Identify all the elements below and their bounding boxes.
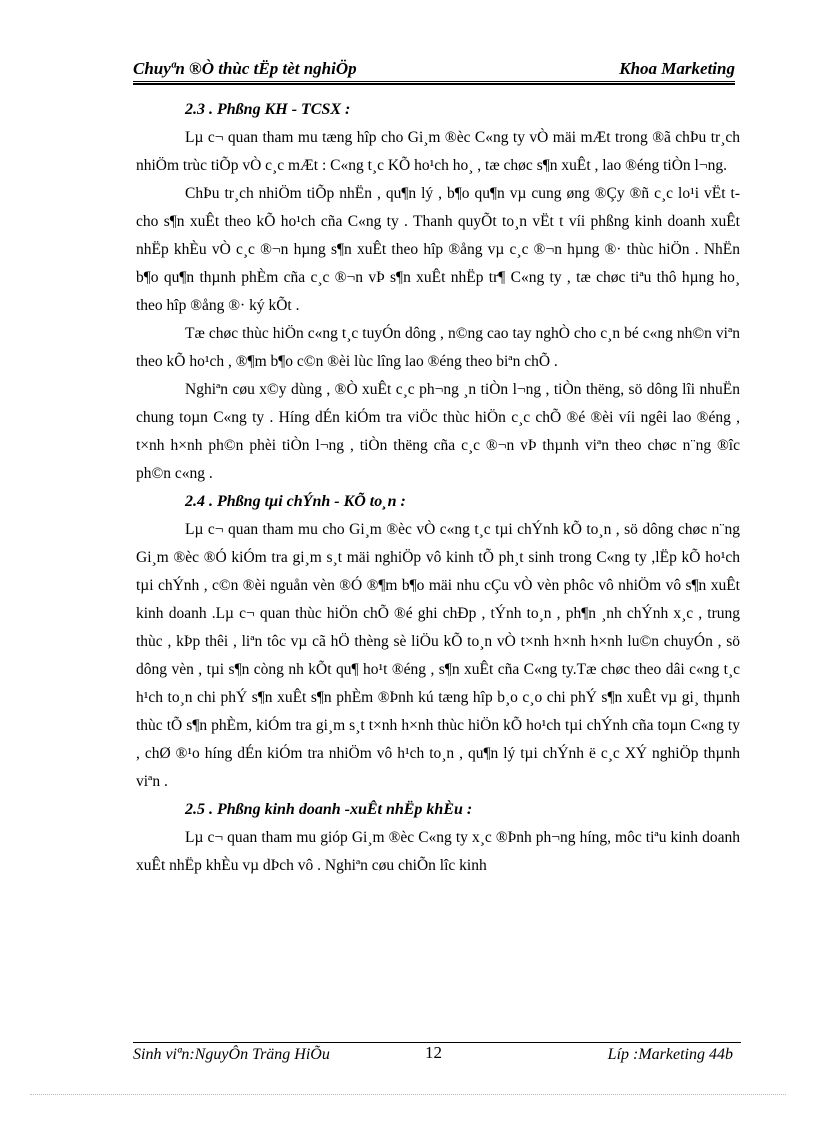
header-document-title: Chuyªn ®Ò thùc tËp tèt nghiÖp (133, 59, 357, 78)
paragraph: ChÞu tr¸ch nhiÖm tiÕp nhËn , qu¶n lý , b¶o qu¶n vµ cung øng ®Çy ®ñ c¸c lo¹i vËt t cho s¶n xuÊt theo kÕ ho¹ch cña C«ng ty . Thanh quyÕt to¸n vËt t víi phßng kinh doanh xuÊt nhËp khÈu vÒ c¸c ®¬n hµng s¶n xuÊt theo hîp ®ång vµ c¸c ®¬n hµng ®· thùc hiÖn . NhËn b¶o qu¶n thµnh phÈm cña c¸c ®¬n vÞ s¶n xuÊt nhËp tr¶ C«ng ty , tæ chøc tiªu thô hµng ho¸ theo hîp ®ång ®· ký kÕt . (136, 185, 740, 314)
paragraph: Tæ chøc thùc hiÖn c«ng t¸c tuyÓn dông , n©ng cao tay nghÒ cho c¸n bé c«ng nh©n viªn theo kÕ ho¹ch , ®¶m b¶o c©n ®èi lùc lîng lao ®éng theo biªn chÕ . (136, 325, 740, 370)
paragraph: Lµ c¬ quan tham mu tæng hîp cho Gi¸m ®èc C«ng ty vÒ mäi mÆt trong ®ã chÞu tr¸ch nhiÖm trùc tiÕp vÒ c¸c mÆt : C«ng t¸c KÕ ho¹ch ho¸ , tæ chøc s¶n xuÊt , lao ®éng tiÒn l¬ng. (136, 129, 740, 174)
page-header (133, 58, 735, 82)
paragraph: Nghiªn cøu x©y dùng , ®Ò xuÊt c¸c ph¬ng ¸n tiÒn l¬ng , tiÒn thëng, sö dông lîi nhuËn chung toµn C«ng ty . Híng dÉn kiÓm tra viÖc thùc hiÖn c¸c chÕ ®é ®èi víi ngêi lao ®éng , t×nh h×nh ph©n phèi tiÒn l¬ng , tiÒn thëng cña c¸c ®¬n vÞ thµnh viªn theo chøc n¨ng ®îc ph©n c«ng . (136, 381, 740, 482)
page-number: 12 (425, 1043, 442, 1062)
section-heading-2-5: 2.5 . Phßng kinh doanh -xuÊt nhËp khÈu : (185, 801, 473, 818)
header-department: Khoa Marketing (619, 59, 735, 78)
paragraph: Lµ c¬ quan tham mu cho Gi¸m ®èc vÒ c«ng t¸c tµi chÝnh kÕ to¸n , sö dông chøc n¨ng Gi¸m ®èc ®Ó kiÓm tra gi¸m s¸t mäi nghiÖp vô kinh tÕ ph¸t sinh trong C«ng ty ,lËp kÕ ho¹ch tµi chÝnh , c©n ®èi nguån vèn ®Ó ®¶m b¶o mäi nhu cÇu vÒ vèn phôc vô nhiÖm vô s¶n xuÊt kinh doanh .Lµ c¬ quan thùc hiÖn chÕ ®é ghi chÐp , tÝnh to¸n , ph¶n ¸nh chÝnh x¸c , trung thùc , kÞp thêi , liªn tôc vµ cã hÖ thèng sè liÖu kÕ to¸n vÒ t×nh h×nh h×nh lu©n chuyÓn , sö dông vèn , tµi s¶n còng nh kÕt qu¶ ho¹t ®éng , s¶n xuÊt cña C«ng ty.Tæ chøc theo dâi c«ng t¸c h¹ch to¸n chi phÝ s¶n xuÊt s¶n phÈm ®Þnh kú tæng hîp b¸o c¸o chi phÝ s¶n xuÊt vµ gi¸ thµnh thùc tÕ s¶n phÈm, kiÓm tra gi¸m s¸t t×nh h×nh thùc hiÖn kÕ ho¹ch tµi chÝnh cña toµn C«ng ty , chØ ®¹o híng dÉn kiÓm tra nhiÖm vô h¹ch to¸n , qu¶n lý tµi chÝnh ë c¸c XÝ nghiÖp thµnh viªn . (136, 521, 740, 790)
document-body (136, 96, 740, 880)
footer-class: Líp :Marketing 44b (607, 1046, 733, 1063)
page-bottom-divider (30, 1094, 786, 1095)
footer-student-name: Sinh viªn:NguyÔn Träng HiÕu (133, 1046, 330, 1063)
section-heading-2-4: 2.4 . Phßng tµi chÝnh - KÕ to¸n : (185, 493, 406, 510)
section-heading-2-3: 2.3 . Phßng KH - TCSX : (185, 101, 351, 118)
page-footer (133, 1042, 741, 1067)
paragraph: Lµ c¬ quan tham mu gióp Gi¸m ®èc C«ng ty x¸c ®Þnh ph¬ng híng, môc tiªu kinh doanh xuÊt nhËp khÈu vµ dÞch vô . Nghiªn cøu chiÕn lîc kinh (136, 829, 740, 874)
